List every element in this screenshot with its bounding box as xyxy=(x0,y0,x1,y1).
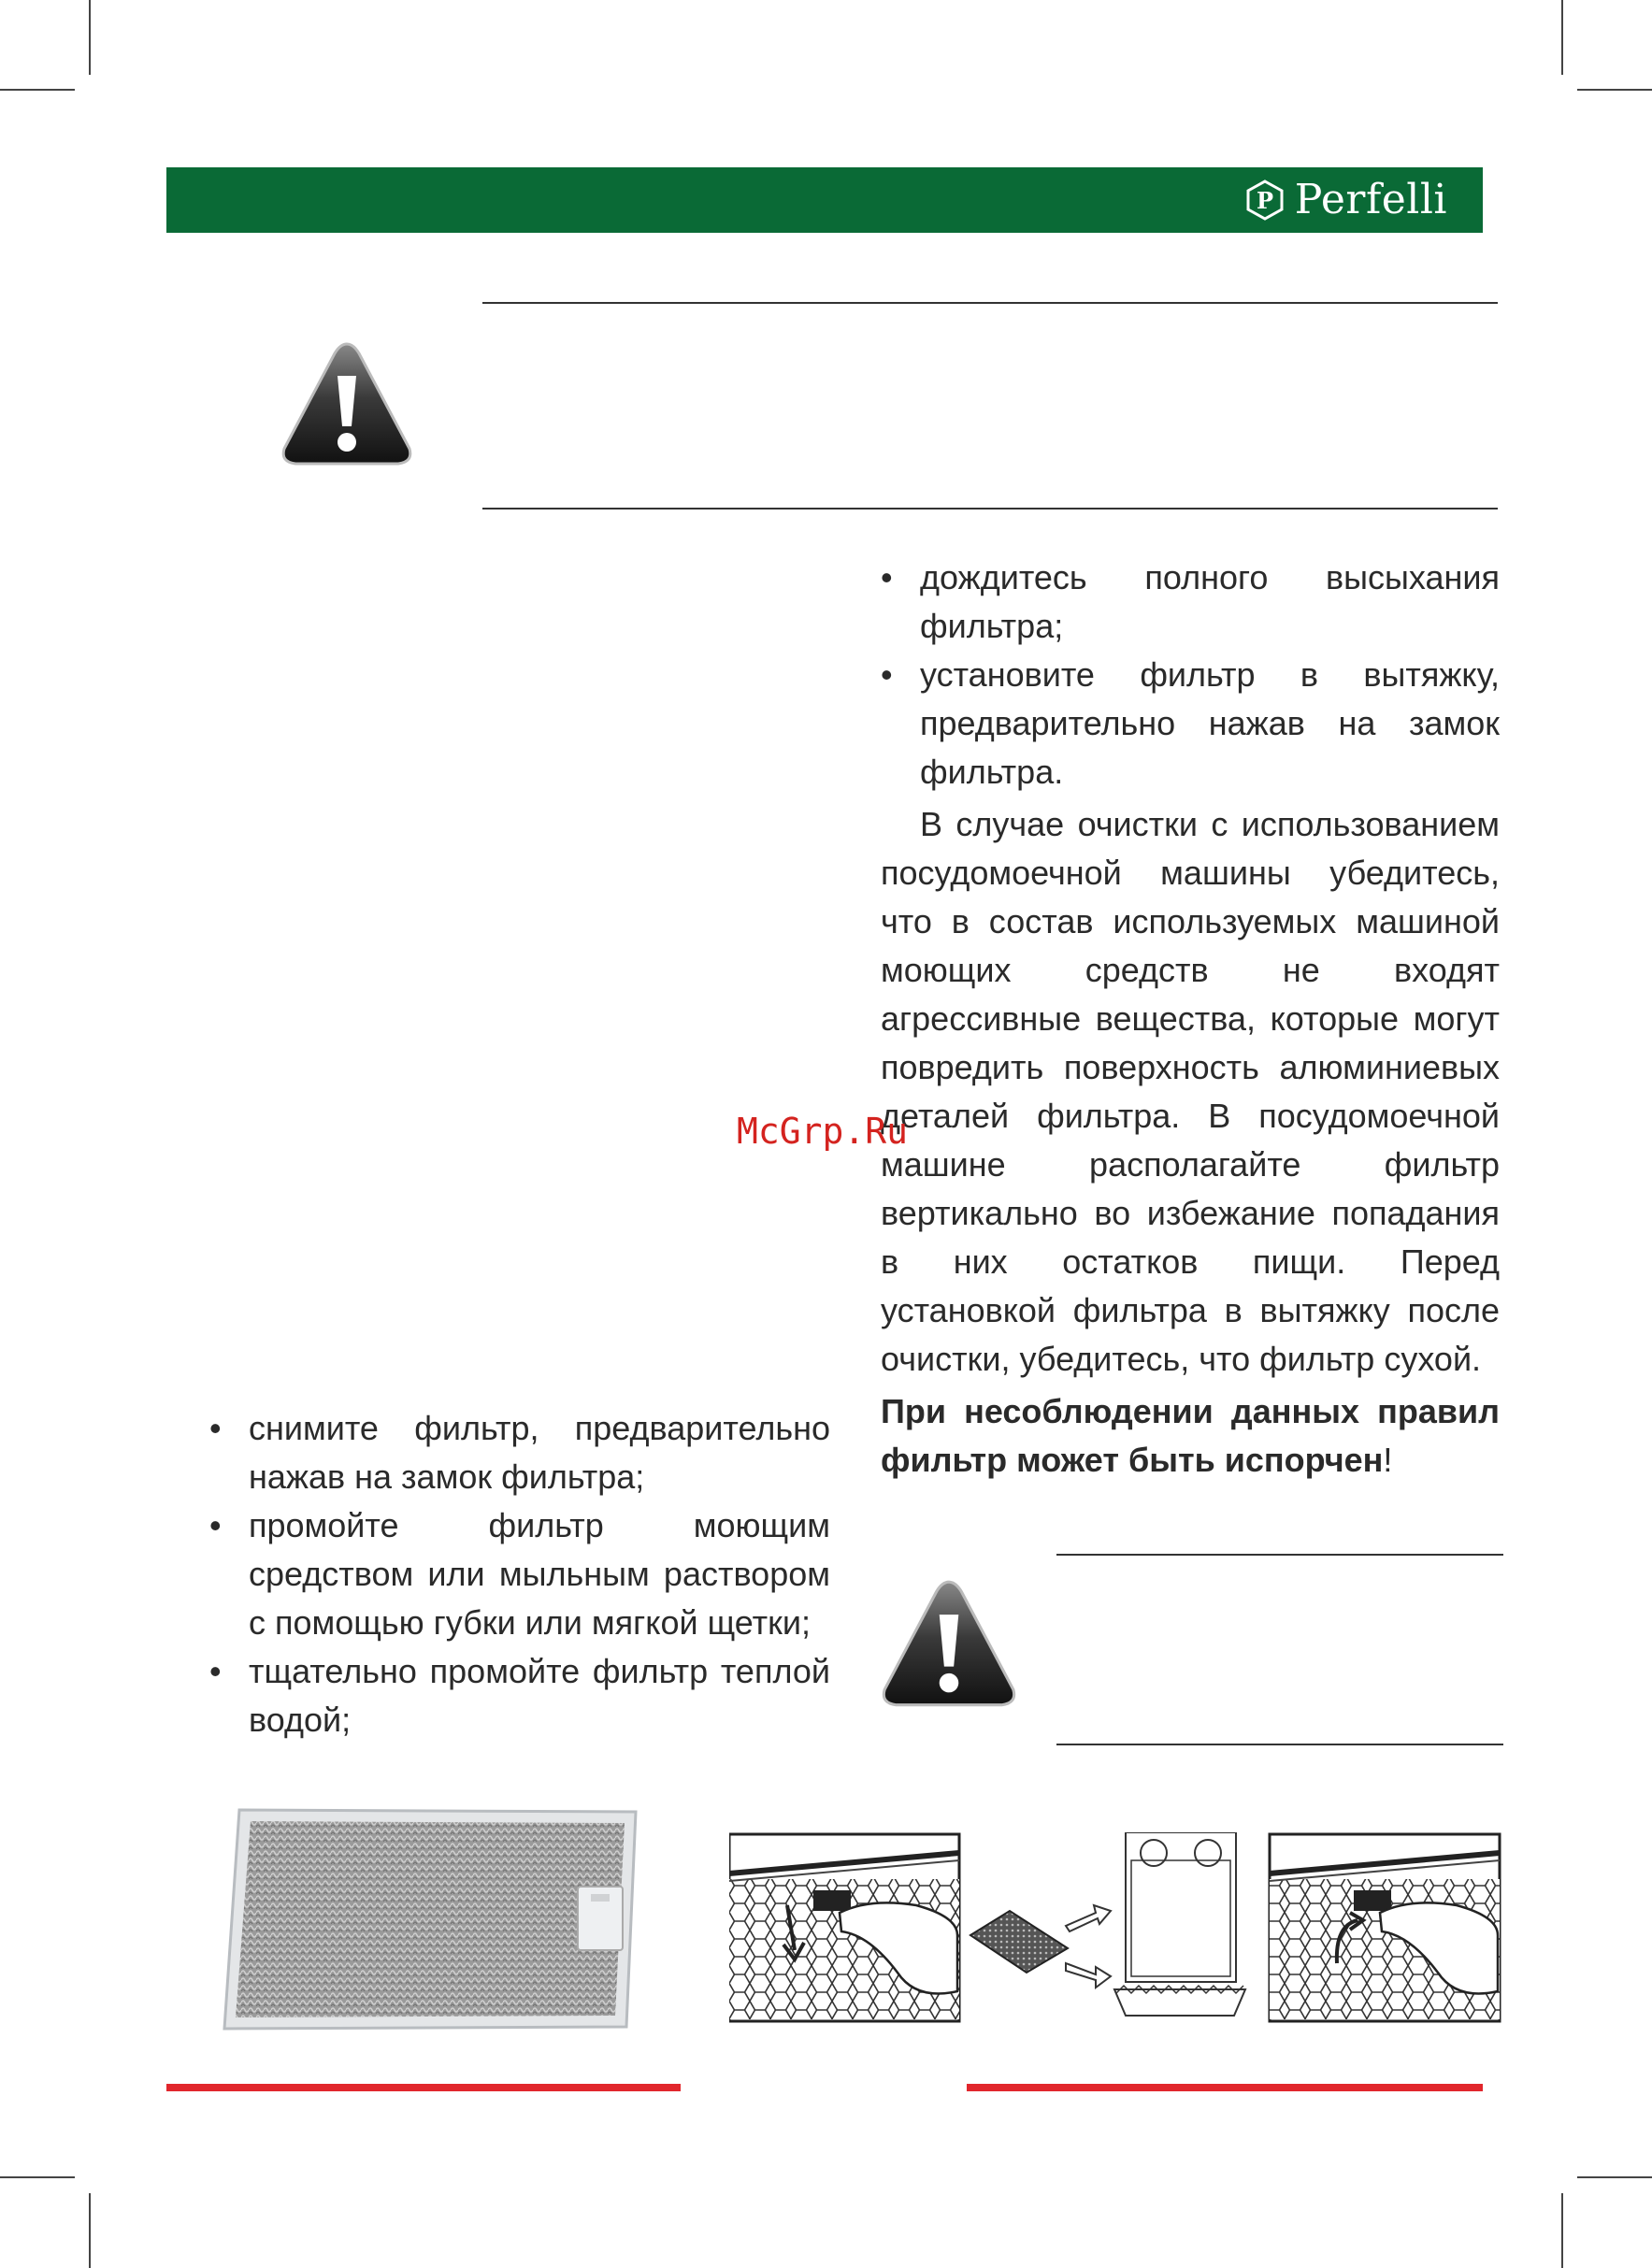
crop-mark xyxy=(1577,89,1652,91)
grease-filter-image xyxy=(219,1804,641,2034)
right-column-text xyxy=(881,553,1500,1485)
list-item: • дождитесь полного высыхания фильтра; xyxy=(881,553,1500,651)
warning-note xyxy=(881,1387,1500,1485)
warning-triangle-icon xyxy=(279,338,415,471)
crop-mark xyxy=(0,2176,75,2178)
watermark: McGrp.Ru xyxy=(737,1111,909,1152)
header-bar xyxy=(166,167,1483,233)
svg-text:P: P xyxy=(1256,187,1273,214)
crop-mark xyxy=(89,0,91,75)
left-column-text xyxy=(209,1404,830,1744)
accent-line-right xyxy=(967,2084,1483,2091)
warning-note-bold: При несоблюдении данных правил фильтр может быть испорчен xyxy=(881,1392,1500,1479)
list-item: • тщательно промойте фильтр теплой водой; xyxy=(209,1647,830,1744)
filter-tile xyxy=(970,1911,1068,1973)
warning-note-end: ! xyxy=(1383,1441,1393,1479)
accent-line-left xyxy=(166,2084,681,2091)
cleaning-steps-list xyxy=(209,1404,830,1744)
drying-steps-list xyxy=(881,553,1500,797)
brand-name: Perfelli xyxy=(1294,176,1447,223)
crop-mark xyxy=(1561,2193,1563,2268)
perfelli-logo-icon xyxy=(1244,179,1286,221)
brand-logo xyxy=(1244,177,1447,223)
divider-line xyxy=(482,508,1498,510)
dishwasher-icon xyxy=(1114,1832,1245,2016)
step-install-panel xyxy=(1270,1834,1500,2021)
divider-line xyxy=(482,302,1498,304)
dishwasher-paragraph: В случае очистки с использованием посудомоечной машины убедитесь, что в состав используемых машиной моющих средств не входят агрессивные вещества, которые могут повредить поверхность алюминиевых деталей фильтра. В посудомоечной машине располагайте фильтр вертикально во избежание попадания в них остатков пищи. Перед установкой фильтра в вытяжку после очистки, убедитесь, что фильтр сухой. xyxy=(881,805,1500,1378)
list-item: • снимите фильтр, предварительно нажав на замок фильтра; xyxy=(209,1404,830,1501)
list-item: • промойте фильтр моющим средством или мыльным раствором с помощью губки или мягкой щетки; xyxy=(209,1501,830,1647)
crop-mark xyxy=(1561,0,1563,75)
divider-line xyxy=(1056,1554,1503,1556)
step-remove-panel xyxy=(729,1834,959,2021)
crop-mark xyxy=(0,89,75,91)
warning-triangle-icon xyxy=(879,1576,1019,1713)
arrow-icons xyxy=(1066,1905,1111,1988)
list-item: • установите фильтр в вытяжку, предварительно нажав на замок фильтра. xyxy=(881,651,1500,797)
crop-mark xyxy=(1577,2176,1652,2178)
filter-removal-diagram xyxy=(729,1832,1501,2029)
crop-mark xyxy=(89,2193,91,2268)
divider-line xyxy=(1056,1744,1503,1745)
